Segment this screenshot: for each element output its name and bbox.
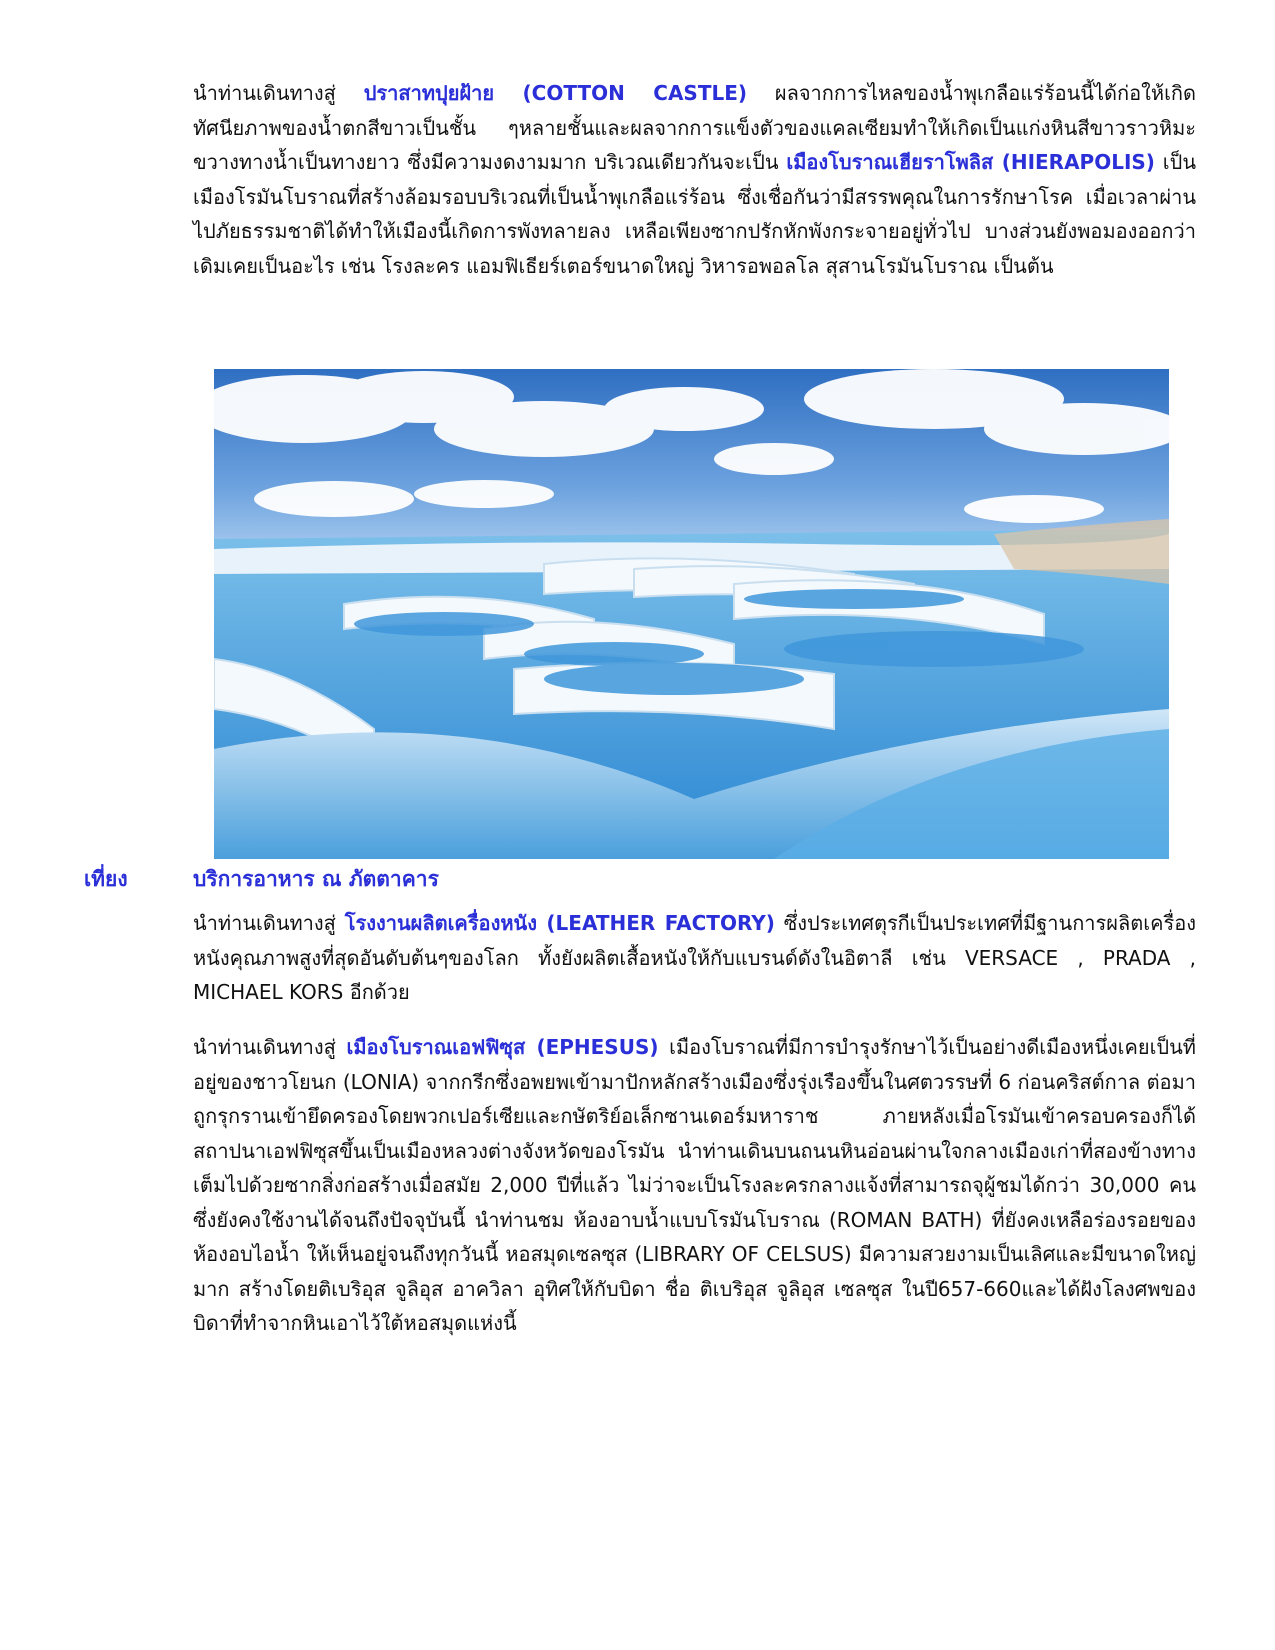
pamukkale-travertine-photo	[214, 369, 1169, 859]
paragraph-leather-factory	[193, 906, 1196, 1010]
paragraph-ephesus	[193, 1030, 1196, 1341]
meal-heading: บริการอาหาร ณ ภัตตาคาร	[193, 867, 439, 891]
paragraph-text: นำท่านเดินทางสู่	[193, 911, 345, 935]
highlight-leather-factory: โรงงานผลิตเครื่องหนัง (LEATHER FACTORY)	[344, 911, 775, 935]
paragraph-text: ผลจากการไหลของน้ำพุเกลือแร่ร้อนนี้ได้ก่อให้เกิดทัศนียภาพของน้ำตกสีขาวเป็นชั้น ๆหลายชั้นและผลจากการแข็งตัวของแคลเซียมทำให้เกิดเป็นแก่งหินสีขาวราวหิมะขวางทางน้ำเป็นทางยาว ซึ่งมีความงดงามมาก บริเวณเดียวกันจะเป็น	[193, 81, 1197, 174]
photo-illustration	[214, 369, 1169, 859]
highlight-hierapolis: เมืองโบราณเฮียราโพลิส (HIERAPOLIS)	[786, 150, 1155, 174]
highlight-cotton-castle: ปราสาทปุยฝ้าย (COTTON CASTLE)	[363, 81, 748, 105]
meal-time-label: เที่ยง	[84, 867, 128, 891]
paragraph-text: ซึ่งประเทศตุรกีเป็นประเทศที่มีฐานการผลิตเครื่องหนังคุณภาพสูงที่สุดอันดับต้นๆของโลก ทั้งยังผลิตเสื้อหนังให้กับแบรนด์ดังในอิตาลี เช่น VERSACE , PRADA , MICHAEL KORS อีกด้วย	[193, 911, 1196, 1004]
paragraph-text: เป็นเมืองโรมันโบราณที่สร้างล้อมรอบบริเวณที่เป็นน้ำพุเกลือแร่ร้อน ซึ่งเชื่อกันว่ามีสรรพคุณในการรักษาโรค เมื่อเวลาผ่านไปภัยธรรมชาติได้ทำให้เมืองนี้เกิดการพังทลายลง เหลือเพียงซากปรักหักพังกระจายอยู่ทั่วไป บางส่วนยังพอมองออกว่าเดิมเคยเป็นอะไร เช่น โรงละคร แอมฟิเธียร์เตอร์ขนาดใหญ่ วิหารอพอลโล สุสานโรมันโบราณ เป็นต้น	[193, 150, 1196, 278]
paragraph-text: นำท่านเดินทางสู่	[193, 81, 364, 105]
highlight-ephesus: เมืองโบราณเอฟฟิซุส (EPHESUS)	[346, 1035, 659, 1059]
paragraph-cotton-castle	[193, 76, 1196, 283]
paragraph-text: เมืองโบราณที่มีการบำรุงรักษาไว้เป็นอย่างดีเมืองหนึ่งเคยเป็นที่อยู่ของชาวโยนก (LONIA) จากกรีกซึ่งอพยพเข้ามาปักหลักสร้างเมืองซึ่งรุ่งเรืองขึ้นในศตวรรษที่ 6 ก่อนคริสต์กาล ต่อมาถูกรุกรานเข้ายึดครองโดยพวกเปอร์เซียและกษัตริย์อเล็กซานเดอร์มหาราช ภายหลังเมื่อโรมันเข้าครอบครองก็ได้สถาปนาเอฟฟิซุสขึ้นเป็นเมืองหลวงต่างจังหวัดของโรมัน นำท่านเดินบนถนนหินอ่อนผ่านใจกลางเมืองเก่าที่สองข้างทางเต็มไปด้วยซากสิ่งก่อสร้างเมื่อสมัย 2,000 ปีที่แล้ว ไม่ว่าจะเป็นโรงละครกลางแจ้งที่สามารถจุผู้ชมได้กว่า 30,000 คน ซึ่งยังคงใช้งานได้จนถึงปัจจุบันนี้ นำท่านชม ห้องอาบน้ำแบบโรมันโบราณ (ROMAN BATH) ที่ยังคงเหลือร่องรอยของห้องอบไอน้ำ ให้เห็นอยู่จนถึงทุกวันนี้ หอสมุดเซลซุส (LIBRARY OF CELSUS) มีความสวยงามเป็นเลิศและมีขนาดใหญ่มาก สร้างโดยติเบริอุส จูลิอุส อาควิลา อุทิศให้กับบิดา ชื่อ ติเบริอุส จูลิอุส เซลซุส ในปี657-660และได้ฝังโลงศพของบิดาที่ทำจากหินเอาไว้ใต้หอสมุดแห่งนี้	[193, 1035, 1196, 1335]
paragraph-text: นำท่านเดินทางสู่	[193, 1035, 347, 1059]
